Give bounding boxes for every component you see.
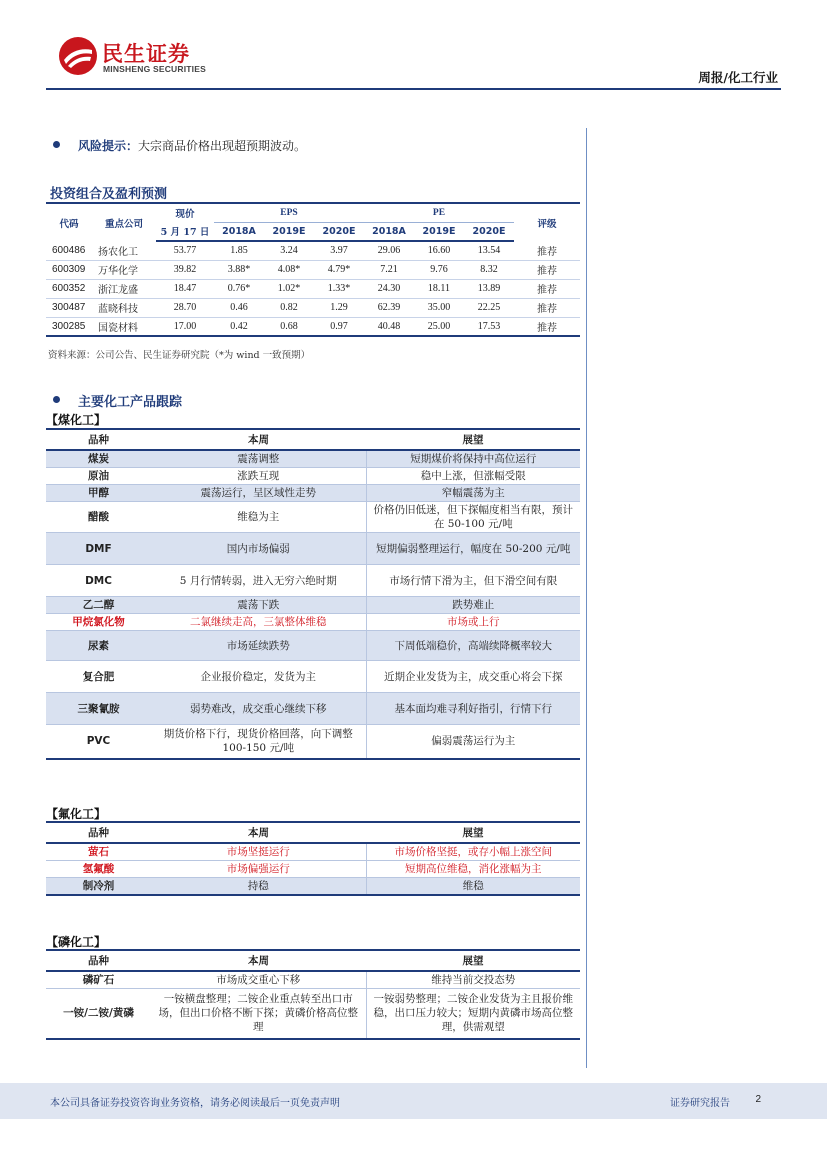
cell-company: 浙江龙盛 bbox=[92, 279, 156, 298]
col-name: 品种 bbox=[46, 429, 151, 450]
cell-outlook: 短期煤价将保持中高位运行 bbox=[366, 450, 580, 468]
table-row bbox=[46, 861, 580, 878]
vertical-divider bbox=[586, 128, 587, 1068]
cell-pe: 62.39 bbox=[364, 298, 414, 317]
table-row bbox=[46, 631, 580, 661]
cell-eps: 3.88* bbox=[214, 260, 264, 279]
footer-disclaimer: 本公司具备证券投资咨询业务资格，请务必阅读最后一页免责声明 bbox=[50, 1098, 340, 1109]
table-row bbox=[46, 597, 580, 614]
cell-eps: 0.82 bbox=[264, 298, 314, 317]
phos-chem-label: 【磷化工】 bbox=[46, 935, 107, 949]
page-footer bbox=[0, 1083, 827, 1119]
cell-rating: 推荐 bbox=[514, 317, 580, 336]
col-outlook: 展望 bbox=[366, 950, 580, 971]
cell-pe: 13.54 bbox=[464, 241, 514, 260]
col-price-date: 5 月 17 日 bbox=[156, 222, 214, 241]
cell-outlook: 短期高位维稳，消化涨幅为主 bbox=[366, 861, 580, 878]
cell-this-week: 5 月行情转弱，进入无穷六绝时期 bbox=[151, 565, 366, 597]
cell-pe: 13.89 bbox=[464, 279, 514, 298]
logo-mark-icon bbox=[58, 36, 98, 76]
cell-product-name: PVC bbox=[46, 725, 151, 759]
cell-this-week: 市场成交重心下移 bbox=[151, 971, 366, 989]
table-header-row bbox=[46, 429, 580, 450]
cell-outlook: 短期偏弱整理运行，幅度在 50-200 元/吨 bbox=[366, 533, 580, 565]
cell-price: 39.82 bbox=[156, 260, 214, 279]
cell-product-name: 三聚氰胺 bbox=[46, 693, 151, 725]
col-name: 品种 bbox=[46, 950, 151, 971]
cell-outlook: 下周低端稳价，高端续降概率较大 bbox=[366, 631, 580, 661]
page-number: 2 bbox=[755, 1094, 761, 1105]
cell-price: 53.77 bbox=[156, 241, 214, 260]
cell-outlook: 市场或上行 bbox=[366, 614, 580, 631]
header-divider bbox=[46, 88, 781, 90]
table-row bbox=[46, 485, 580, 502]
cell-eps: 3.24 bbox=[264, 241, 314, 260]
col-year: 2018A bbox=[364, 222, 414, 241]
cell-pe: 22.25 bbox=[464, 298, 514, 317]
cell-product-name: 一铵/二铵/黄磷 bbox=[46, 989, 151, 1039]
cell-rating: 推荐 bbox=[514, 298, 580, 317]
table-row bbox=[46, 450, 580, 468]
col-rating: 评级 bbox=[537, 218, 557, 230]
table-source: 资料来源：公司公告、民生证券研究院（*为 wind 一致预期） bbox=[48, 350, 311, 361]
col-week: 本周 bbox=[151, 822, 366, 843]
table-row bbox=[46, 468, 580, 485]
cell-this-week: 震荡下跌 bbox=[151, 597, 366, 614]
cell-outlook: 偏弱震荡运行为主 bbox=[366, 725, 580, 759]
cell-price: 17.00 bbox=[156, 317, 214, 336]
cell-company: 扬农化工 bbox=[92, 241, 156, 260]
cell-eps: 0.97 bbox=[314, 317, 364, 336]
cell-this-week: 维稳为主 bbox=[151, 502, 366, 533]
table-row bbox=[46, 843, 580, 861]
cell-rating: 推荐 bbox=[514, 260, 580, 279]
col-year: 2019E bbox=[264, 222, 314, 241]
coal-chem-table bbox=[46, 428, 580, 760]
cell-product-name: 甲烷氯化物 bbox=[46, 614, 151, 631]
cell-company: 国瓷材料 bbox=[92, 317, 156, 336]
cell-price: 18.47 bbox=[156, 279, 214, 298]
company-logo bbox=[58, 36, 218, 78]
cell-eps: 1.85 bbox=[214, 241, 264, 260]
cell-product-name: 氢氟酸 bbox=[46, 861, 151, 878]
col-year: 2020E bbox=[314, 222, 364, 241]
cell-code: 600486 bbox=[46, 241, 92, 260]
col-code: 代码 bbox=[59, 218, 79, 230]
cell-outlook: 稳中上涨，但涨幅受限 bbox=[366, 468, 580, 485]
table-row bbox=[46, 989, 580, 1039]
cell-product-name: 甲醇 bbox=[46, 485, 151, 502]
table-header-row bbox=[46, 822, 580, 843]
cell-outlook: 市场行情下滑为主，但下滑空间有限 bbox=[366, 565, 580, 597]
cell-code: 600352 bbox=[46, 279, 92, 298]
col-name: 品种 bbox=[46, 822, 151, 843]
cell-this-week: 二氯继续走高，三氯整体维稳 bbox=[151, 614, 366, 631]
risk-label: 风险提示： bbox=[78, 139, 139, 153]
table-header-row bbox=[46, 950, 580, 971]
cell-eps: 4.08* bbox=[264, 260, 314, 279]
cell-this-week: 市场坚挺运行 bbox=[151, 843, 366, 861]
cell-outlook: 基本面均难寻利好指引，行情下行 bbox=[366, 693, 580, 725]
table-row bbox=[46, 565, 580, 597]
bullet-icon bbox=[53, 396, 60, 403]
col-year: 2020E bbox=[464, 222, 514, 241]
cell-this-week: 震荡运行，呈区域性走势 bbox=[151, 485, 366, 502]
cell-product-name: 制冷剂 bbox=[46, 878, 151, 896]
cell-this-week: 弱势难改，成交重心继续下移 bbox=[151, 693, 366, 725]
cell-rating: 推荐 bbox=[514, 241, 580, 260]
cell-pe: 9.76 bbox=[414, 260, 464, 279]
col-week: 本周 bbox=[151, 429, 366, 450]
cell-eps: 4.79* bbox=[314, 260, 364, 279]
col-eps: EPS bbox=[214, 203, 364, 222]
cell-this-week: 企业报价稳定，发货为主 bbox=[151, 661, 366, 693]
cell-code: 600309 bbox=[46, 260, 92, 279]
col-year: 2018A bbox=[214, 222, 264, 241]
fluoro-chem-label: 【氟化工】 bbox=[46, 807, 107, 821]
cell-this-week: 市场延续跌势 bbox=[151, 631, 366, 661]
phos-chem-table bbox=[46, 949, 580, 1040]
col-week: 本周 bbox=[151, 950, 366, 971]
cell-eps: 0.42 bbox=[214, 317, 264, 336]
cell-code: 300487 bbox=[46, 298, 92, 317]
cell-pe: 7.21 bbox=[364, 260, 414, 279]
cell-pe: 40.48 bbox=[364, 317, 414, 336]
cell-product-name: 磷矿石 bbox=[46, 971, 151, 989]
cell-outlook: 跌势难止 bbox=[366, 597, 580, 614]
cell-pe: 25.00 bbox=[414, 317, 464, 336]
table-row bbox=[46, 661, 580, 693]
cell-pe: 8.32 bbox=[464, 260, 514, 279]
cell-product-name: 乙二醇 bbox=[46, 597, 151, 614]
cell-code: 300285 bbox=[46, 317, 92, 336]
col-pe: PE bbox=[364, 203, 514, 222]
cell-outlook: 窄幅震荡为主 bbox=[366, 485, 580, 502]
table-row bbox=[46, 725, 580, 759]
fluoro-chem-table bbox=[46, 821, 580, 896]
cell-eps: 3.97 bbox=[314, 241, 364, 260]
table-row bbox=[46, 298, 580, 317]
cell-this-week: 国内市场偏弱 bbox=[151, 533, 366, 565]
cell-product-name: 萤石 bbox=[46, 843, 151, 861]
cell-pe: 17.53 bbox=[464, 317, 514, 336]
cell-company: 万华化学 bbox=[92, 260, 156, 279]
cell-pe: 18.11 bbox=[414, 279, 464, 298]
cell-pe: 16.60 bbox=[414, 241, 464, 260]
risk-note bbox=[78, 137, 306, 154]
risk-text: 大宗商品价格出现超预期波动。 bbox=[138, 139, 307, 153]
table-row bbox=[46, 693, 580, 725]
cell-product-name: 尿素 bbox=[46, 631, 151, 661]
table-row bbox=[46, 279, 580, 298]
page-header bbox=[0, 0, 827, 95]
cell-product-name: 复合肥 bbox=[46, 661, 151, 693]
col-year: 2019E bbox=[414, 222, 464, 241]
coal-chem-label: 【煤化工】 bbox=[46, 413, 107, 427]
cell-product-name: 原油 bbox=[46, 468, 151, 485]
cell-pe: 35.00 bbox=[414, 298, 464, 317]
portfolio-title: 投资组合及盈利预测 bbox=[50, 187, 168, 202]
cell-company: 蓝晓科技 bbox=[92, 298, 156, 317]
table-row bbox=[46, 614, 580, 631]
cell-product-name: DMF bbox=[46, 533, 151, 565]
cell-eps: 0.46 bbox=[214, 298, 264, 317]
table-row bbox=[46, 260, 580, 279]
cell-product-name: DMC bbox=[46, 565, 151, 597]
products-title: 主要化工产品跟踪 bbox=[78, 395, 183, 410]
cell-this-week: 涨跌互现 bbox=[151, 468, 366, 485]
cell-eps: 0.68 bbox=[264, 317, 314, 336]
cell-eps: 1.29 bbox=[314, 298, 364, 317]
cell-product-name: 醋酸 bbox=[46, 502, 151, 533]
logo-cn-text: 民生证券 bbox=[102, 42, 190, 66]
cell-price: 28.70 bbox=[156, 298, 214, 317]
cell-outlook: 一铵弱势整理；二铵企业发货为主且报价维稳，出口压力较大；短期内黄磷市场高位整理，供需观望 bbox=[366, 989, 580, 1039]
cell-outlook: 市场价格坚挺，或存小幅上涨空间 bbox=[366, 843, 580, 861]
cell-eps: 1.02* bbox=[264, 279, 314, 298]
table-row bbox=[46, 502, 580, 533]
cell-outlook: 维持当前交投态势 bbox=[366, 971, 580, 989]
table-row bbox=[46, 317, 580, 336]
table-row bbox=[46, 878, 580, 896]
footer-report-label: 证券研究报告 bbox=[670, 1098, 730, 1109]
cell-eps: 0.76* bbox=[214, 279, 264, 298]
table-row bbox=[46, 971, 580, 989]
col-outlook: 展望 bbox=[366, 429, 580, 450]
cell-outlook: 维稳 bbox=[366, 878, 580, 896]
cell-rating: 推荐 bbox=[514, 279, 580, 298]
report-type: 周报/化工行业 bbox=[698, 70, 778, 85]
cell-this-week: 持稳 bbox=[151, 878, 366, 896]
portfolio-table bbox=[46, 202, 580, 337]
cell-this-week: 一铵横盘整理；二铵企业重点转至出口市场，但出口价格不断下探；黄磷价格高位整理 bbox=[151, 989, 366, 1039]
cell-product-name: 煤炭 bbox=[46, 450, 151, 468]
cell-this-week: 市场偏强运行 bbox=[151, 861, 366, 878]
col-price: 现价 bbox=[175, 209, 195, 220]
col-outlook: 展望 bbox=[366, 822, 580, 843]
bullet-icon bbox=[53, 141, 60, 148]
table-row bbox=[46, 241, 580, 260]
cell-eps: 1.33* bbox=[314, 279, 364, 298]
cell-this-week: 期货价格下行，现货价格回落，向下调整 100-150 元/吨 bbox=[151, 725, 366, 759]
logo-en-text: MINSHENG SECURITIES bbox=[103, 64, 206, 74]
table-row bbox=[46, 533, 580, 565]
col-company: 重点公司 bbox=[104, 218, 143, 230]
cell-outlook: 近期企业发货为主，成交重心将会下探 bbox=[366, 661, 580, 693]
cell-this-week: 震荡调整 bbox=[151, 450, 366, 468]
cell-pe: 24.30 bbox=[364, 279, 414, 298]
cell-outlook: 价格仍旧低迷，但下探幅度相当有限，预计在 50-100 元/吨 bbox=[366, 502, 580, 533]
cell-pe: 29.06 bbox=[364, 241, 414, 260]
